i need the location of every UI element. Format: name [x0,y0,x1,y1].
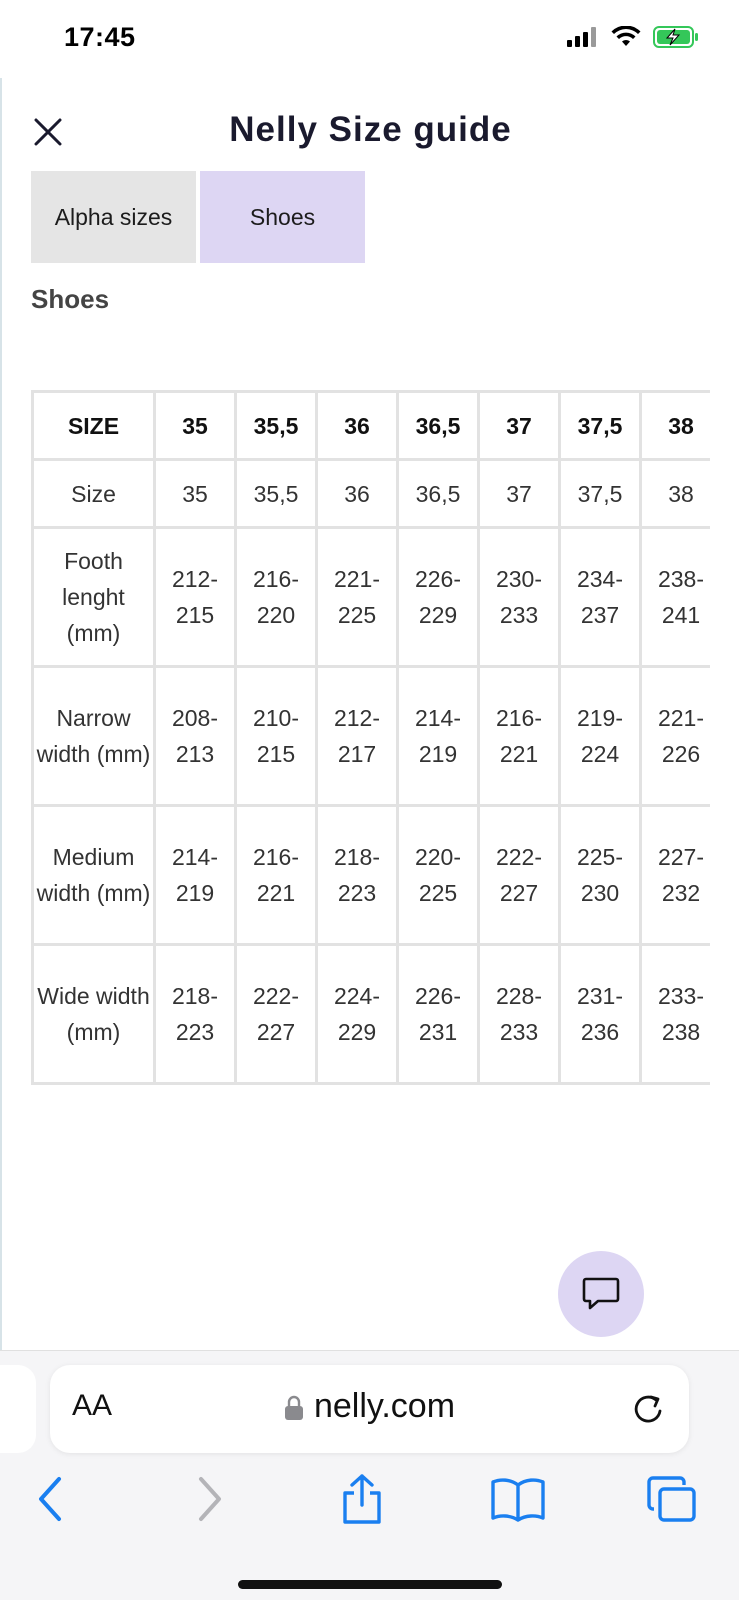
row-label: Size [33,460,155,528]
tabs-button[interactable] [642,1469,702,1529]
table-cell: 230-233 [479,528,560,667]
table-cell: 222-227 [479,806,560,945]
table-row [33,806,711,945]
tabs-icon [646,1475,698,1523]
table-cell: 36,5 [398,460,479,528]
book-icon [490,1476,546,1522]
table-cell: 216-221 [236,806,317,945]
bookmarks-button[interactable] [488,1469,548,1529]
table-row [33,460,711,528]
tab-alpha-sizes[interactable]: Alpha sizes [31,171,196,263]
battery-charging-icon [653,26,699,48]
page-settings-label: AA [72,1389,113,1422]
table-cell: 228-233 [479,945,560,1084]
table-cell: 37 [479,460,560,528]
table-cell: 225-230 [560,806,641,945]
tab-shoes[interactable]: Shoes [200,171,365,263]
table-cell: 216-220 [236,528,317,667]
size-table-container[interactable] [31,390,710,1085]
table-cell: 221-226 [641,667,711,806]
back-button[interactable] [20,1469,80,1529]
table-cell: 36 [317,460,398,528]
status-icons [567,26,699,48]
wifi-icon [611,26,641,48]
table-cell: 216-221 [479,667,560,806]
table-cell: 214-219 [155,806,236,945]
lock-icon [284,1395,304,1421]
table-header-row [33,392,711,460]
chevron-right-icon [195,1476,225,1522]
table-cell: 238-241 [641,528,711,667]
header-cell: 36 [317,392,398,460]
reload-button[interactable] [629,1389,669,1429]
url-text: nelly.com [313,1387,456,1425]
table-cell: 234-237 [560,528,641,667]
row-label: Wide width (mm) [33,945,155,1084]
table-cell: 218-223 [155,945,236,1084]
share-icon [339,1473,385,1525]
modal-title: Nelly Size guide [229,110,512,149]
chat-bubble-icon [582,1276,620,1312]
table-cell: 220-225 [398,806,479,945]
table-row [33,667,711,806]
home-indicator [238,1580,502,1589]
table-cell: 208-213 [155,667,236,806]
table-cell: 214-219 [398,667,479,806]
size-table [31,390,710,1085]
row-label: Footh lenght (mm) [33,528,155,667]
size-tabs [31,171,365,263]
status-time: 17:45 [64,22,136,52]
address-bar[interactable] [50,1365,689,1453]
previous-tab-preview[interactable] [0,1365,36,1453]
table-cell: 227-232 [641,806,711,945]
table-cell: 218-223 [317,806,398,945]
table-cell: 219-224 [560,667,641,806]
header-cell: 35,5 [236,392,317,460]
table-cell: 35,5 [236,460,317,528]
header-cell: 38 [641,392,711,460]
status-bar [0,0,739,80]
header-cell: 37,5 [560,392,641,460]
table-cell: 37,5 [560,460,641,528]
table-cell: 224-229 [317,945,398,1084]
table-row [33,528,711,667]
size-guide-modal [2,78,739,1350]
table-cell: 226-231 [398,945,479,1084]
table-cell: 38 [641,460,711,528]
browser-toolbar [0,1469,739,1529]
table-cell: 35 [155,460,236,528]
table-cell: 212-215 [155,528,236,667]
table-cell: 226-229 [398,528,479,667]
url-display[interactable] [50,1387,689,1426]
table-cell: 233-238 [641,945,711,1084]
chevron-left-icon [35,1476,65,1522]
header-cell: 35 [155,392,236,460]
table-cell: 212-217 [317,667,398,806]
table-row [33,945,711,1084]
chat-button[interactable] [558,1251,644,1337]
reload-icon [629,1389,669,1429]
table-cell: 221-225 [317,528,398,667]
table-cell: 210-215 [236,667,317,806]
row-label: Narrow width (mm) [33,667,155,806]
section-heading: Shoes [31,284,110,314]
cellular-signal-icon [567,27,599,47]
header-cell: 36,5 [398,392,479,460]
browser-chrome [0,1350,739,1600]
header-cell: 37 [479,392,560,460]
header-cell: SIZE [33,392,155,460]
table-cell: 231-236 [560,945,641,1084]
forward-button[interactable] [180,1469,240,1529]
row-label: Medium width (mm) [33,806,155,945]
table-cell: 222-227 [236,945,317,1084]
share-button[interactable] [332,1469,392,1529]
